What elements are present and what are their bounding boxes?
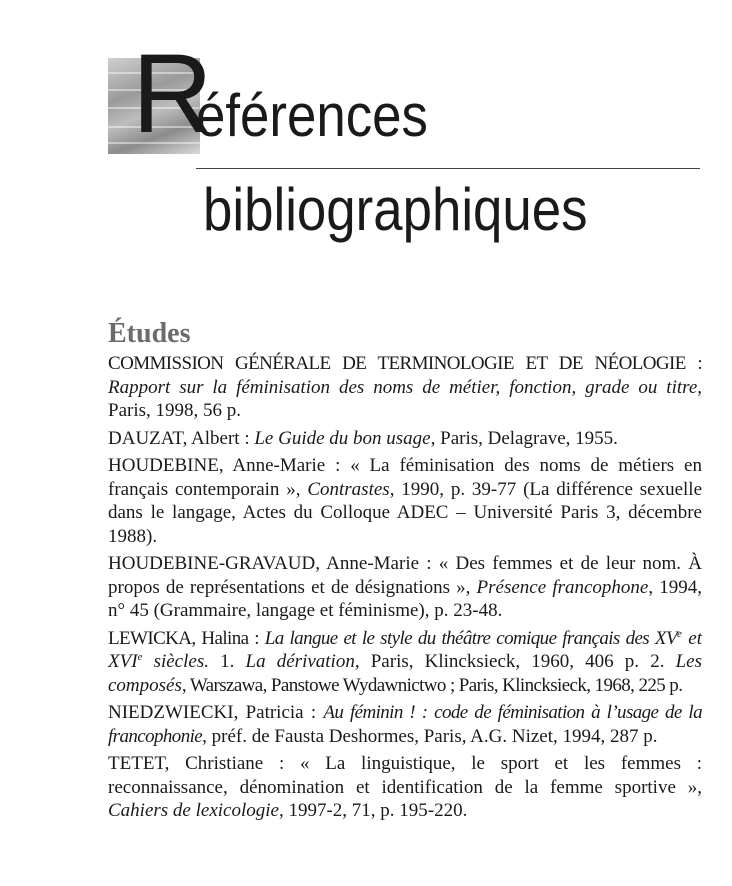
entry-author: HOUDEBINE, Anne-Marie : « La féminisation des noms de métiers en français contemporain », bbox=[108, 455, 702, 500]
entry-details: , Paris, Klincksieck, 1960, 406 p. 2. bbox=[354, 651, 676, 672]
entry-details: , Paris, 1998, 56 p. bbox=[108, 376, 702, 421]
entry-author: COMMISSION GÉNÉRALE DE TERMINOLOGIE ET DE NÉOLOGIE : bbox=[108, 353, 702, 374]
entry-details: , 1997-2, 71, p. 195-220. bbox=[278, 800, 468, 821]
bibliography-entry bbox=[108, 752, 702, 823]
chapter-title-line1: éférences bbox=[196, 82, 428, 149]
entry-title: Au féminin ! : code de féminisation à l’usage de la francophonie bbox=[108, 702, 702, 747]
entry-title: Présence francophone bbox=[476, 576, 649, 598]
bibliography-content bbox=[108, 318, 702, 827]
entry-subtitle: Les composés bbox=[108, 651, 702, 696]
entry-details: , préf. de Fausta Deshormes, Paris, A.G. Nizet, 1994, 287 p. bbox=[202, 725, 658, 747]
entry-title: Rapport sur la féminisation des noms de métier, fonction, grade ou titre bbox=[108, 376, 698, 398]
entry-author: LEWICKA, Halina : bbox=[108, 627, 265, 649]
bibliography-entry bbox=[108, 352, 702, 423]
entry-details: , Warszawa, Panstowe Wydawnictwo ; Paris, Klincksieck, 1968, 225 p. bbox=[181, 674, 683, 696]
bibliography-entry bbox=[108, 701, 702, 748]
entry-title: La langue et le style du théâtre comique français des XV bbox=[264, 627, 677, 649]
entry-superscript: e bbox=[137, 651, 143, 663]
entry-subtitle: La dérivation bbox=[245, 651, 355, 672]
bibliography-entry bbox=[108, 627, 702, 698]
entry-details: , 1990, p. 39-77 (La différence sexuelle dans le langage, Actes du Colloque ADEC – Université Paris 3, décembre 1988). bbox=[108, 478, 702, 547]
entry-author: TETET, Christiane : « La linguistique, le sport et les femmes : reconnaissance, dénomination et identification de la femme sportive », bbox=[108, 753, 702, 798]
entry-title-cont: siècles. bbox=[142, 651, 209, 672]
entry-details: , Paris, Delagrave, 1955. bbox=[430, 427, 618, 449]
chapter-header bbox=[0, 0, 732, 260]
entry-title: Contrastes bbox=[307, 478, 390, 500]
section-heading: Études bbox=[108, 318, 191, 349]
entry-title: Le Guide du bon usage bbox=[254, 427, 431, 449]
entry-superscript: e bbox=[676, 627, 682, 640]
entry-author: DAUZAT, Albert : bbox=[108, 427, 255, 449]
entry-title: Cahiers de lexicologie bbox=[108, 800, 279, 821]
entry-author: HOUDEBINE-GRAVAUD, Anne-Marie : « Des femmes et de leur nom. À propos de représentations et de désignations », bbox=[108, 553, 702, 598]
bibliography-entry bbox=[108, 552, 702, 623]
chapter-title-line2: bibliographiques bbox=[203, 176, 588, 243]
title-divider bbox=[196, 168, 700, 169]
entry-author: NIEDZWIECKI, Patricia : bbox=[108, 702, 324, 723]
entry-details: 1. bbox=[208, 651, 246, 672]
bibliography-entry bbox=[108, 454, 702, 548]
entry-details: , 1994, n° 45 (Grammaire, langage et féminisme), p. 23-48. bbox=[108, 576, 702, 621]
entry-title-cont: et XVI bbox=[108, 627, 702, 672]
title-drop-cap: R bbox=[132, 31, 211, 156]
bibliography-entry bbox=[108, 427, 702, 451]
